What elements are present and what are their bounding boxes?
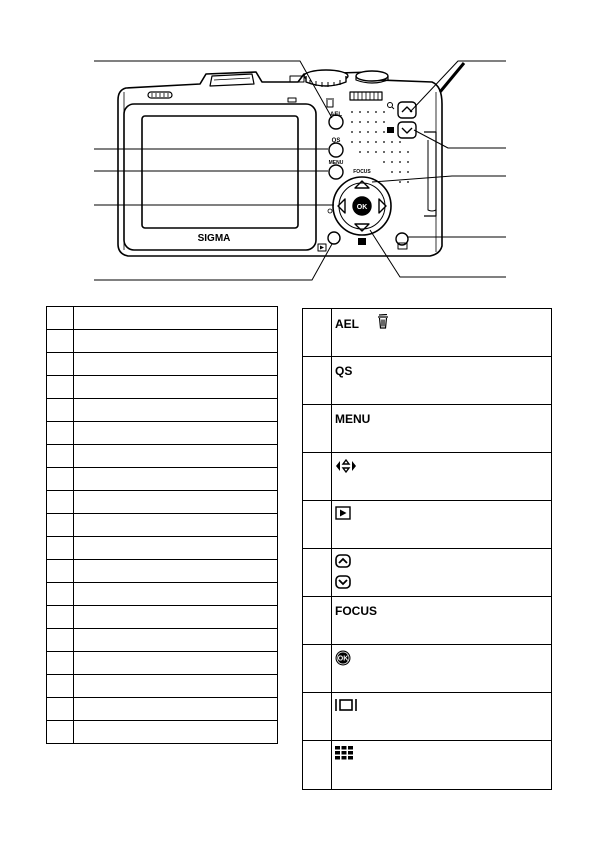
zoom-down-icon (335, 575, 551, 594)
row-description-cell (74, 629, 278, 652)
row-description-cell (74, 422, 278, 445)
row-number-cell (47, 514, 74, 537)
row-description-cell (74, 537, 278, 560)
row-number-cell (47, 491, 74, 514)
table-row (303, 693, 552, 741)
camera-focus-label: FOCUS (353, 169, 371, 175)
table-row (47, 698, 278, 721)
camera-menu-label: MENU (328, 160, 344, 166)
table-row (47, 721, 278, 744)
row-description-cell (332, 597, 552, 645)
row-description-cell (74, 721, 278, 744)
row-number-cell (47, 583, 74, 606)
row-number-cell (47, 353, 74, 376)
camera-brand-logo: SIGMA (197, 233, 231, 244)
row-description-cell (332, 645, 552, 693)
row-number-cell (303, 549, 332, 597)
row-number-cell (47, 721, 74, 744)
table-row (47, 583, 278, 606)
four-way-arrows-icon (335, 458, 357, 479)
row-number-cell (47, 675, 74, 698)
row-description-cell (74, 652, 278, 675)
table-row (47, 514, 278, 537)
playback-button (328, 232, 340, 244)
row-number-cell (303, 453, 332, 501)
row-number-cell (303, 501, 332, 549)
row-number-cell (47, 330, 74, 353)
row-number-cell (303, 309, 332, 357)
table-row (303, 501, 552, 549)
row-description-cell (332, 741, 552, 790)
table-row (47, 353, 278, 376)
qs-label: QS (335, 364, 353, 378)
table-row (303, 645, 552, 693)
svg-text:OK: OK (337, 655, 349, 663)
row-number-cell (47, 445, 74, 468)
zoom-down-button (398, 122, 416, 138)
row-number-cell (47, 698, 74, 721)
row-number-cell (303, 741, 332, 790)
display-frame-icon (335, 698, 357, 717)
table-row (303, 741, 552, 790)
table-row (47, 491, 278, 514)
row-number-cell (47, 399, 74, 422)
buttons-icon-table (302, 308, 552, 790)
row-description-cell (74, 698, 278, 721)
row-number-cell (47, 537, 74, 560)
row-description-cell (332, 357, 552, 405)
camera-qs-label: QS (331, 138, 341, 144)
table-row (47, 560, 278, 583)
table-row (47, 376, 278, 399)
row-description-cell (332, 501, 552, 549)
row-description-cell (332, 549, 552, 597)
table-row (47, 445, 278, 468)
row-number-cell (303, 693, 332, 741)
playback-icon (335, 506, 351, 525)
row-description-cell (74, 468, 278, 491)
row-description-cell (74, 675, 278, 698)
table-row (47, 307, 278, 330)
camera-ael-label: AEL (330, 112, 342, 118)
table-row (47, 330, 278, 353)
table-row (47, 652, 278, 675)
row-number-cell (303, 645, 332, 693)
qs-button (329, 143, 343, 157)
zoom-up-button (398, 102, 416, 118)
row-description-cell (74, 491, 278, 514)
row-description-cell (332, 309, 552, 357)
row-number-cell (303, 357, 332, 405)
parts-number-table (46, 306, 278, 744)
ok-button-icon (335, 650, 351, 671)
lcd-screen (142, 116, 298, 228)
shutter-button (356, 71, 388, 81)
row-number-cell (47, 307, 74, 330)
row-number-cell (47, 629, 74, 652)
table-row (47, 629, 278, 652)
row-description-cell (74, 330, 278, 353)
row-description-cell (332, 693, 552, 741)
camera-ok-label: OK (356, 204, 368, 211)
grid-icon (335, 746, 353, 765)
table-row (47, 606, 278, 629)
table-row (47, 537, 278, 560)
table-row (303, 453, 552, 501)
trash-icon (377, 314, 389, 334)
table-row (303, 309, 552, 357)
row-description-cell (74, 606, 278, 629)
row-description-cell (74, 560, 278, 583)
table-row (303, 405, 552, 453)
row-description-cell (74, 307, 278, 330)
row-number-cell (47, 652, 74, 675)
table-row (47, 399, 278, 422)
row-description-cell (74, 445, 278, 468)
row-number-cell (303, 405, 332, 453)
table-row (303, 597, 552, 645)
focus-label: FOCUS (335, 604, 377, 618)
row-number-cell (47, 422, 74, 445)
row-description-cell (74, 353, 278, 376)
zoom-up-icon (335, 554, 551, 573)
ael-label: AEL (335, 317, 359, 332)
row-number-cell (47, 468, 74, 491)
row-number-cell (303, 597, 332, 645)
row-description-cell (74, 399, 278, 422)
menu-label: MENU (335, 412, 371, 426)
table-row (47, 675, 278, 698)
row-number-cell (47, 606, 74, 629)
row-description-cell (332, 453, 552, 501)
row-number-cell (47, 560, 74, 583)
row-description-cell (74, 376, 278, 399)
row-number-cell (47, 376, 74, 399)
row-description-cell (74, 514, 278, 537)
table-row (303, 357, 552, 405)
row-description-cell (332, 405, 552, 453)
menu-button (329, 165, 343, 179)
table-row (47, 422, 278, 445)
table-row (47, 468, 278, 491)
camera-back-diagram (0, 0, 596, 300)
table-row (303, 549, 552, 597)
row-description-cell (74, 583, 278, 606)
